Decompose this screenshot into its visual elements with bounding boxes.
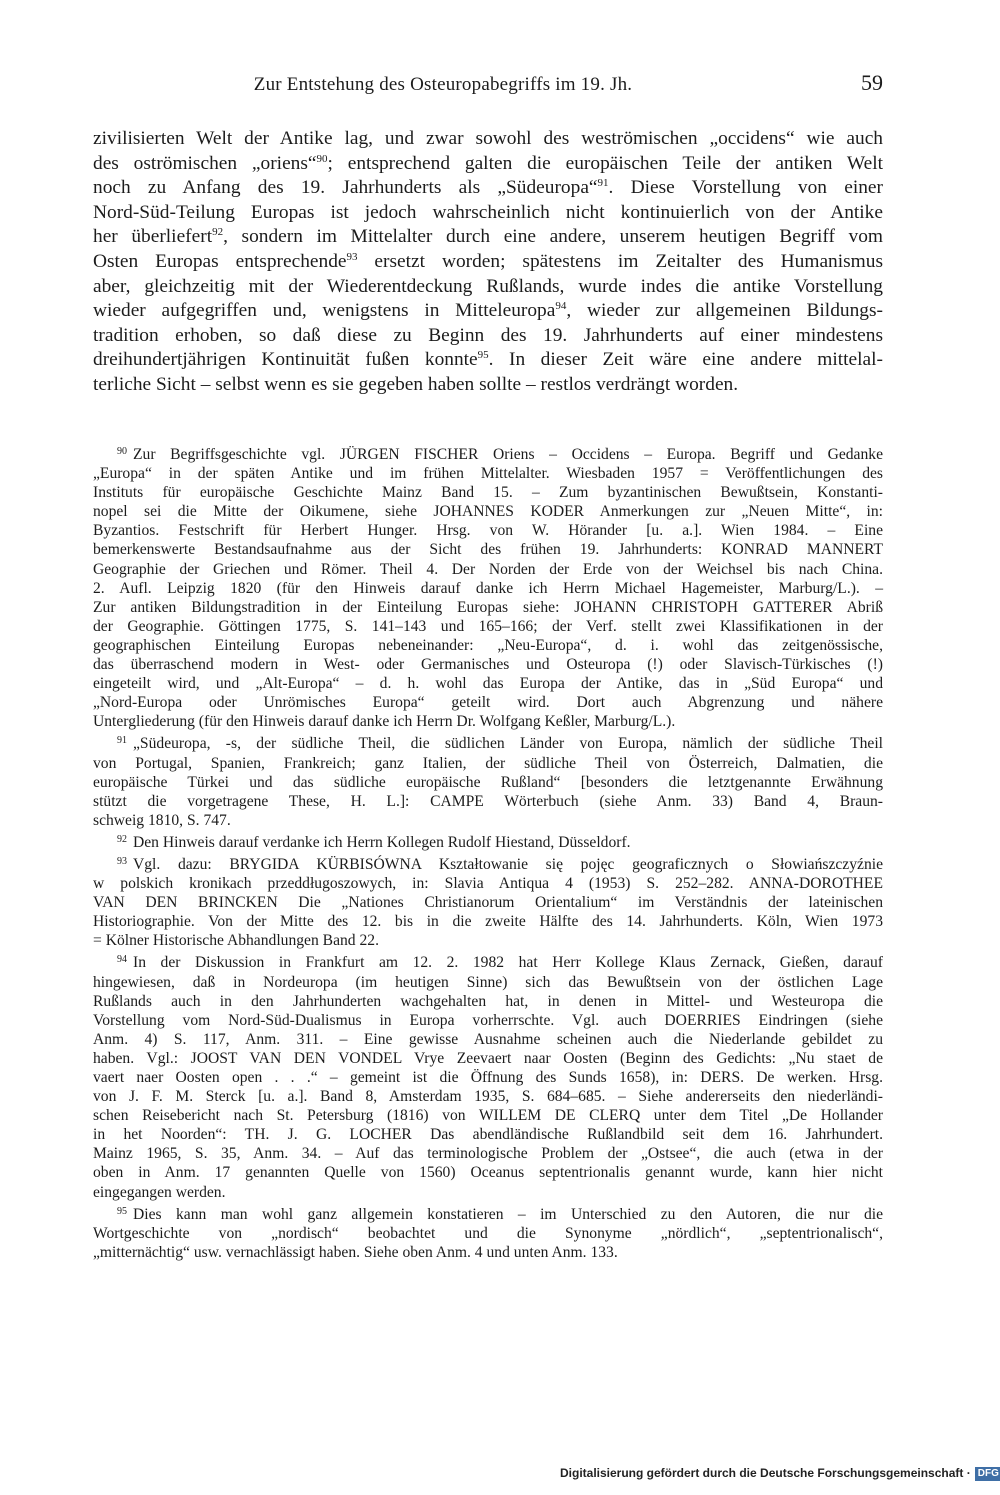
- footnote-line: [93, 1224, 883, 1243]
- footnote-line: [93, 598, 883, 617]
- footnote-line: [93, 811, 883, 830]
- footnote-text: stützt die vorgetragene These, H. L.]: CAMPE Wörterbuch (siehe Anm. 33) Band 4, Braun-: [93, 792, 883, 810]
- footnote-text: Wortgeschichte von „nordisch“ beobachtet und die Synonyme „nördlich“, „septentrionalisch“,: [93, 1224, 883, 1242]
- footnote-line: [93, 1243, 883, 1262]
- footnote-text: w polskich kronikach przeddługoszowych, in: Slavia Antiqua 4 (1953) S. 252–282. ANNA-DOROTHEE: [93, 875, 883, 893]
- footnote-line: [93, 579, 883, 598]
- footnote-number: 91: [117, 735, 127, 747]
- footnotes: [93, 442, 883, 1262]
- footnote-text: oben in Anm. 17 genannten Quelle von 1560) Oceanus septentrionalis genannt wurde, kann hier nicht: [93, 1164, 883, 1182]
- footnote-line: [93, 617, 883, 636]
- footnote-text: in het Noorden“: TH. J. G. LOCHER Das abendländische Rußlandbild seit dem 16. Jahrhundert.: [93, 1126, 883, 1144]
- footnote-number: 95: [117, 1205, 127, 1217]
- footnote-line: [93, 1011, 883, 1030]
- footnote-text: „mitternächtig“ usw. vernachlässigt haben. Siehe oben Anm. 4 und unten Anm. 133.: [93, 1243, 618, 1261]
- footnote-text: VAN DEN BRINCKEN Die „Nationes Christianorum Orientalium“ im Verständnis der lateinischen: [93, 894, 883, 912]
- footnote-line: [93, 1125, 883, 1144]
- footnote-text: der Geographie. Göttingen 1775, S. 141–143 und 165–166; der Verf. stellt zwei Klassifikationen in der: [93, 617, 883, 635]
- footnote-line: [93, 693, 883, 712]
- footer-text: Digitalisierung gefördert durch die Deutsche Forschungsgemeinschaft ·: [560, 1466, 971, 1480]
- footnote-text: haben. Vgl.: JOOST VAN DEN VONDEL Vrye Zeevaert naar Oosten (Beginn des Gedichts: „Nu staet de: [93, 1049, 883, 1067]
- footnote-line: [93, 973, 883, 992]
- footnote-text: „Nord-Europa oder Unrömisches Europa“ geteilt wird. Dort auch Abgrenzung und nähere: [93, 694, 883, 712]
- footnote-text: Den Hinweis darauf verdanke ich Herrn Kollegen Rudolf Hiestand, Düsseldorf.: [133, 833, 631, 851]
- text-line: wieder aufgegriffen und, wenigstens in Mitteleuropa$^{94}$, wieder zur allgemeinen Bildungs-: [93, 300, 883, 322]
- text-line: her überliefert$^{92}$, sondern im Mittelalter durch eine andere, unserem heutigen Begriff vom: [93, 226, 883, 248]
- footnote-text: eingeteilt wird, und „Alt-Europa“ – d. h. wohl das Europa der Antike, das in „Süd Europa“ und: [93, 675, 883, 693]
- footnote-line: [93, 464, 883, 483]
- footnote-line: [93, 712, 883, 731]
- footnote-text: Byzantios. Festschrift für Herbert Hunger. Hrsg. von W. Hörander [u. a.]. Wien 1984. – Eine: [93, 522, 883, 540]
- footnote-line: [93, 992, 883, 1011]
- footnote-line: [93, 830, 883, 852]
- footnote-text: eingegangen werden.: [93, 1183, 226, 1201]
- footnote-text: In der Diskussion in Frankfurt am 12. 2. 1982 hat Herr Kollege Klaus Zernack, Gießen, darauf: [133, 954, 883, 972]
- footnote-text: Zur Begriffsgeschichte vgl. JÜRGEN FISCHER Oriens – Occidens – Europa. Begriff und Gedanke: [133, 446, 883, 463]
- footnote-91: [93, 731, 883, 829]
- footnote-line: [93, 1183, 883, 1202]
- footnote-line: [93, 893, 883, 912]
- footnote-text: vaert naer Oosten open . . .“ – gemeint ist die Öffnung des Sunds 1658), in: DERS. De werken. Hrsg.: [93, 1069, 883, 1086]
- footnote-line: [93, 442, 883, 464]
- text-line: Osten Europas entsprechende$^{93}$ ersetzt worden; spätestens im Zeitalter des Humanismus: [93, 250, 884, 272]
- footnote-line: [93, 1068, 883, 1087]
- footnote-line: [93, 674, 883, 693]
- text-line: des oströmischen „oriens“$^{90}$; entsprechend galten die europäischen Teile der antiken Welt: [93, 152, 884, 174]
- text-line: Nord-Süd-Teilung Europas ist jedoch wahrscheinlich nicht kontinuierlich von der Antike: [93, 201, 883, 223]
- footnote-text: von Portugal, Spanien, Frankreich; ganz Italien, der südliche Theil von Österreich, Dalmatien, die: [93, 754, 883, 772]
- footnote-line: [93, 792, 883, 811]
- footnote-line: [93, 540, 883, 559]
- text-line: noch zu Anfang des 19. Jahrhunderts als „Südeuropa“$^{91}$. Diese Vorstellung von einer: [93, 177, 883, 199]
- footnote-line: [93, 1163, 883, 1182]
- footnote-line: [93, 655, 883, 674]
- footnote-text: „Südeuropa, -s, der südliche Theil, die südlichen Länder von Europa, nämlich der südliche Theil: [133, 735, 883, 753]
- footnote-number: 90: [117, 446, 127, 457]
- footnote-text: europäische Türkei und das südliche europäische Rußland“ [besonders die letztgenannte Erwähnung: [93, 773, 883, 791]
- footnote-text: hingewiesen, daß in Nordeuropa (im heutigen Sinne) sich das Bewußtsein von der östlichen Lage: [93, 973, 883, 991]
- footnote-number: 94: [117, 954, 127, 966]
- footnote-text: nopel sei die Mitte der Oikumene, siehe JOHANNES KODER Anmerkungen zur „Neuen Mitte“, in:: [93, 503, 883, 521]
- text-line: tradition erhoben, so daß diese zu Beginn des 19. Jahrhunderts auf einer mindestens: [93, 324, 883, 346]
- footnote-line: [93, 1049, 883, 1068]
- footnote-text: Untergliederung (für den Hinweis darauf danke ich Herrn Dr. Wolfgang Keßler, Marburg/L.).: [93, 713, 676, 731]
- footnote-text: Historiographie. Von der Mitte des 12. bis in die zweite Hälfte des 14. Jahrhunderts. Köln, Wien 1973: [93, 913, 883, 931]
- footnote-text: Mainz 1965, S. 35, Anm. 34. – Auf das terminologische Problem der „Ostsee“, die auch (etwa in der: [93, 1145, 883, 1163]
- footnote-text: Dies kann man wohl ganz allgemein konstatieren – im Unterschied zu den Autoren, die nur die: [133, 1205, 883, 1223]
- footnote-number: 93: [117, 855, 127, 867]
- footnote-line: [93, 852, 883, 874]
- footnote-text: geographischen Einteilung Europas nebeneinander: „Neu-Europa“, d. i. wohl das zeitgenössische,: [93, 636, 883, 654]
- text-line: dreihundertjährigen Kontinuität fußen konnte$^{95}$. In dieser Zeit wäre eine andere mittelal-: [93, 349, 883, 371]
- footnote-text: von J. F. M. Sterck [u. a.]. Band 8, Amsterdam 1935, S. 684–685. – Siehe andererseits den niederländi-: [93, 1088, 883, 1106]
- footnote-line: [93, 773, 883, 792]
- dfg-logo: DFG: [975, 1467, 1000, 1481]
- footnote-text: Vgl. dazu: BRYGIDA KÜRBISÓWNA Kształtowanie się pojęc geograficznych o Słowiańszczyźnie: [133, 855, 883, 873]
- footnote-line: [93, 931, 883, 950]
- text-line: zivilisierten Welt der Antike lag, und zwar sowohl des weströmischen „occidens“ wie auch: [93, 128, 883, 149]
- footnote-line: [93, 560, 883, 579]
- footnote-line: [93, 1202, 883, 1224]
- text-line: terliche Sicht – selbst wenn es sie gegeben haben sollte – restlos verdrängt worden.: [93, 373, 739, 395]
- footnote-text: schweig 1810, S. 747.: [93, 811, 231, 829]
- main-paragraph: [93, 127, 883, 398]
- footnote-93: [93, 852, 883, 950]
- footnote-line: [93, 754, 883, 773]
- footnote-line: [93, 1144, 883, 1163]
- footnote-95: [93, 1202, 883, 1262]
- footnote-text: Geographie der Griechen und Römer. Theil 4. Der Norden der Erde von der Weichsel bis nach China.: [93, 560, 883, 578]
- footnote-text: „Europa“ in der späten Antike und im frühen Mittelalter. Wiesbaden 1957 = Veröffentlichungen des: [93, 465, 883, 483]
- footnote-94: [93, 950, 883, 1201]
- footnote-text: schen Reisebericht nach St. Petersburg (1816) von WILLEM DE CLERQ unter dem Titel „De Hollander: [93, 1107, 883, 1125]
- footnote-text: Anm. 4) S. 117, Anm. 311. – Eine gewisse Ausnahme scheinen auch die Niederlande gebildet zu: [93, 1030, 883, 1048]
- footnote-line: [93, 521, 883, 540]
- footnote-90: [93, 442, 883, 731]
- footnote-line: [93, 1087, 883, 1106]
- footnote-text: Zur antiken Bildungstradition in der Einteilung Europas siehe: JOHANN CHRISTOPH GATTERER Abriß: [93, 598, 883, 616]
- footnote-line: [93, 636, 883, 655]
- footnote-line: [93, 912, 883, 931]
- footnote-text: Rußlands auch in den Jahrhunderten wachgehalten hat, in denen in Mittel- und Westeuropa die: [93, 992, 883, 1010]
- footnote-text: Vorstellung vom Nord-Süd-Dualismus in Europa vorherrschte. Vgl. auch DOERRIES Eindringen (siehe: [93, 1011, 883, 1029]
- footnote-line: [93, 502, 883, 521]
- footnote-line: [93, 1030, 883, 1049]
- footnote-text: Instituts für europäische Geschichte Mainz Band 15. – Zum byzantinischen Bewußtsein, Konstanti-: [93, 484, 883, 502]
- footnote-text: = Kölner Historische Abhandlungen Band 22.: [93, 932, 379, 950]
- page-header: [93, 70, 883, 102]
- digitization-footer: [560, 1466, 999, 1484]
- footnote-line: [93, 1106, 883, 1125]
- main-text: [93, 127, 883, 398]
- footnote-text: das überraschend modern in West- oder Germanisches und Osteuropa (!) oder Slavisch-Türkisches (!): [93, 656, 883, 674]
- footnote-line: [93, 731, 883, 753]
- footnote-line: [93, 950, 883, 972]
- footnote-92: [93, 830, 883, 852]
- footnote-text: 2. Aufl. Leipzig 1820 (für den Hinweis darauf danke ich Herrn Michael Hagemeister, Marburg/L.). –: [93, 579, 883, 597]
- text-line: aber, gleichzeitig mit der Wiederentdeckung Rußlands, wurde indes die antike Vorstellung: [93, 275, 883, 297]
- footnote-number: 92: [117, 833, 127, 845]
- footnote-text: bemerkenswerte Bestandsaufnahme aus der Sicht des frühen 19. Jahrhunderts: KONRAD MANNERT: [93, 541, 883, 559]
- footnote-line: [93, 483, 883, 502]
- page-number: 59: [861, 70, 883, 95]
- running-head: Zur Entstehung des Osteuropabegriffs im 19. Jh.: [253, 74, 633, 95]
- footnote-line: [93, 874, 883, 893]
